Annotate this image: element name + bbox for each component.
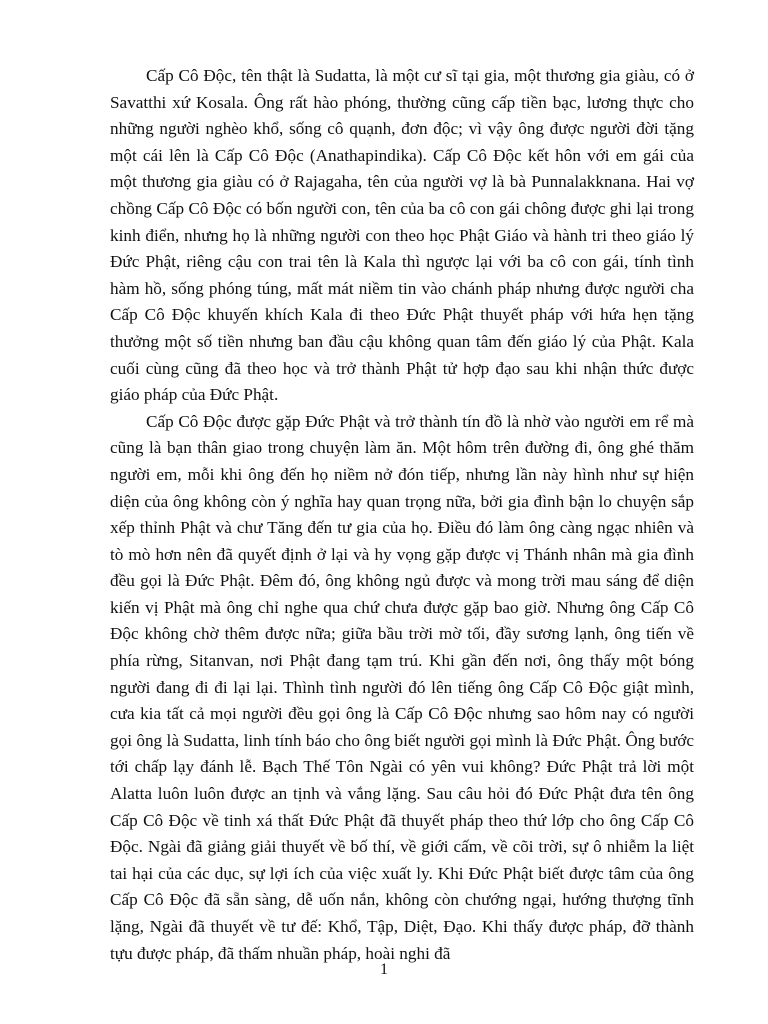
- body-text: [110, 63, 694, 967]
- paragraph: Cấp Cô Độc được gặp Đức Phật và trở thành tín đồ là nhờ vào người em rể mà cũng là bạn thân giao trong chuyện làm ăn. Một hôm trên đường đi, ông ghé thăm người em, mỗi khi ông đến họ niềm nở đón tiếp, nhưng lần này hình như sự hiện diện của ông không còn ý nghĩa hay quan trọng nữa, bởi gia đình bận lo chuyện sắp xếp thỉnh Phật và chư Tăng đến tư gia của họ. Điều đó làm ông càng ngạc nhiên và tò mò hơn nên đã quyết định ở lại và hy vọng gặp được vị Thánh nhân mà gia đình đều gọi là Đức Phật. Đêm đó, ông không ngủ được và mong trời mau sáng để diện kiến vị Phật mà ông chỉ nghe qua chứ chưa được gặp bao giờ. Nhưng ông Cấp Cô Độc không chờ thêm được nữa; giữa bầu trời mờ tối, đầy sương lạnh, ông tiến về phía rừng, Sitanvan, nơi Phật đang tạm trú. Khi gần đến nơi, ông thấy một bóng người đang đi đi lại lại. Thình tình người đó lên tiếng ông Cấp Cô Độc giật mình, cưa kia tất cả mọi người đều gọi ông là Cấp Cô Độc nhưng sao hôm nay có người gọi ông là Sudatta, linh tính báo cho ông biết người gọi mình là Đức Phật. Ông bước tới chấp lạy đánh lễ. Bạch Thế Tôn Ngài có yên vui không? Đức Phật trả lời một Alatta luôn luôn được an tịnh và vắng lặng. Sau câu hỏi đó Đức Phật đưa tên ông Cấp Cô Độc về tinh xá thất Đức Phật đã thuyết pháp theo thứ lớp cho ông Cấp Cô Độc. Ngài đã giảng giải thuyết về bố thí, về giới cấm, về cõi trời, sự ô nhiễm la liệt tai hại của các dục, sự lợi ích của việc xuất ly. Khi Đức Phật biết được tâm của ông Cấp Cô Độc đã sẵn sàng, dễ uốn nắn, không còn chướng ngại, hướng thượng tĩnh lặng, Ngài đã thuyết về tư đế: Khổ, Tập, Diệt, Đạo. Khi thấy được pháp, đỡ thành tựu được pháp, đã thấm nhuần pháp, hoài nghi đã: [110, 411, 694, 963]
- paragraph: Cấp Cô Độc, tên thật là Sudatta, là một cư sĩ tại gia, một thương gia giàu, có ở Savatthi xứ Kosala. Ông rất hào phóng, thường cũng cấp tiền bạc, lương thực cho những người nghèo khổ, sống cô quạnh, đơn độc; vì vậy ông được người đời tặng một cái lên là Cấp Cô Độc (Anathapindika). Cấp Cô Độc kết hôn với em gái của một thương gia giàu có ở Rajagaha, tên của người vợ là bà Punnalakknana. Hai vợ chồng Cấp Cô Độc có bốn người con, tên của ba cô con gái chông được ghi lại trong kinh điển, nhưng họ là những người con theo học Phật Giáo và hành tri theo giáo lý Đức Phật, riêng cậu con trai tên là Kala thì ngược lại với ba cô con gái, tính tình hàm hồ, sống phóng túng, mất mát niềm tin vào chánh pháp nhưng được người cha Cấp Cô Độc khuyến khích Kala đi theo Đức Phật thuyết pháp với hứa hẹn tặng thưởng một số tiền nhưng ban đầu cậu không quan tâm đến giáo lý của Phật. Kala cuối cùng cũng đã theo học và trở thành Phật tử hợp đạo sau khi nhận thức được giáo pháp của Đức Phật.: [110, 66, 694, 405]
- page-number: 1: [380, 961, 388, 978]
